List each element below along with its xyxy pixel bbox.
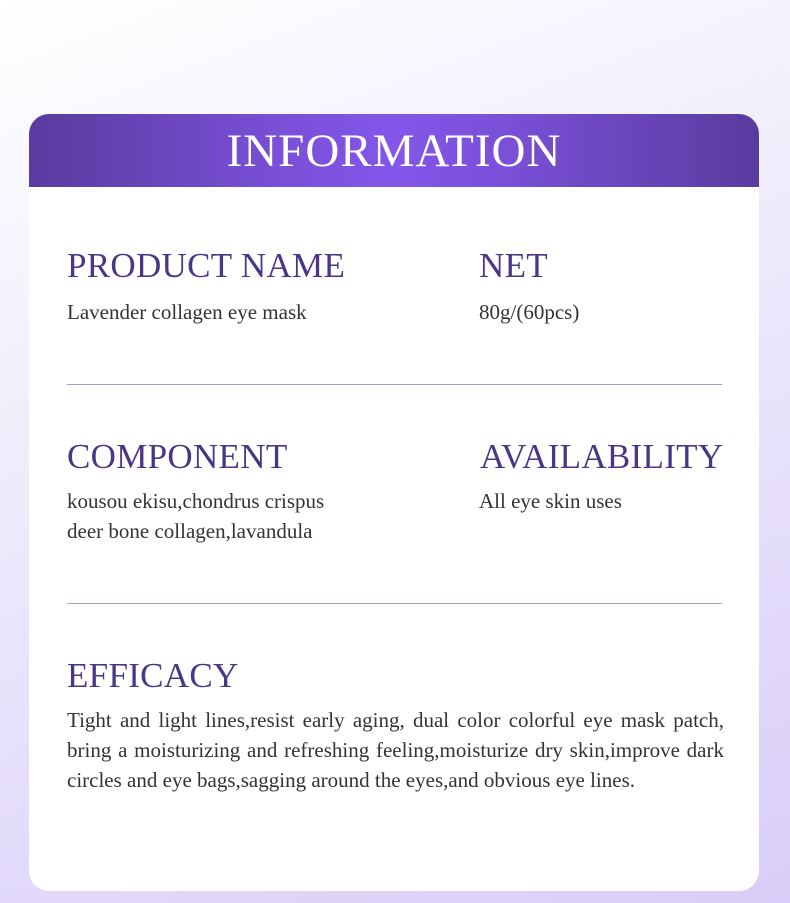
information-card [29, 114, 759, 891]
availability-value: All eye skin uses [479, 489, 622, 513]
product-name-label: PRODUCT NAME [67, 246, 346, 285]
net-value: 80g/(60pcs) [479, 300, 580, 324]
component-label: COMPONENT [67, 437, 288, 476]
efficacy-text: Tight and light lines,resist early aging, dual color colorful eye mask patch, bring a moisturizing and refreshing feeling,moisturize dry skin,improve dark circles and eye bags,sagging around the eyes,and obvious eye lines. [67, 708, 724, 792]
information-title: INFORMATION [226, 125, 562, 177]
divider-1 [67, 384, 722, 385]
availability-label: AVAILABILITY [480, 437, 724, 476]
information-header [29, 114, 759, 187]
product-name-value: Lavender collagen eye mask [67, 300, 307, 324]
net-label: NET [479, 246, 548, 285]
efficacy-label: EFFICACY [67, 656, 239, 695]
divider-2 [67, 603, 722, 604]
component-line-1: kousou ekisu,chondrus crispus [67, 489, 325, 513]
component-line-2: deer bone collagen,lavandula [67, 519, 313, 543]
